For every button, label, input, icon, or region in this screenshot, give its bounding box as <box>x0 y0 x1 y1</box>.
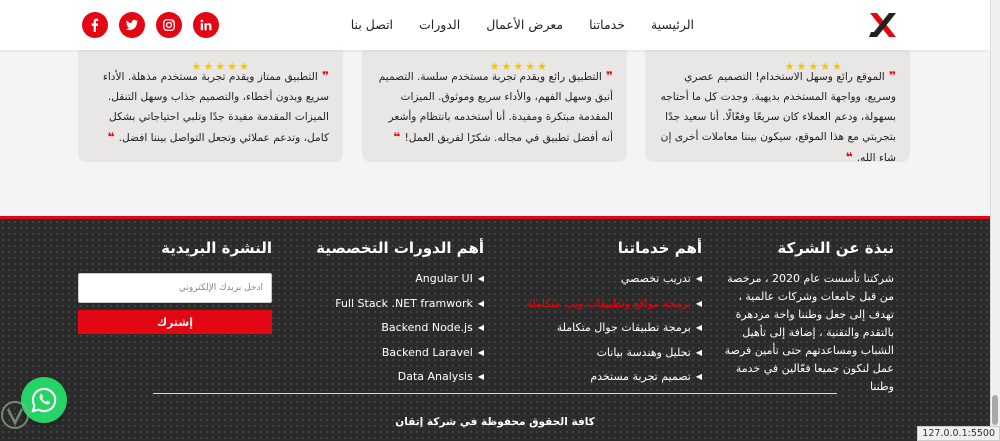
company-logo[interactable] <box>868 10 898 40</box>
quote-close-icon: ❝ <box>107 130 119 144</box>
testimonial-text: ❞ التطبيق ممتاز ويقدم تجربة مستخدم مذهلة. الأداء سريع وبدون أخطاء، والتصميم جذاب وسهل التنقل. الميزات المقدمة مفيدة جدًا وتلبي احتياجاتي بشكل كامل، وتدعم عملائي وتجعل التواصل بيننا افضل. ❝ <box>102 69 329 144</box>
nav-portfolio[interactable]: معرض الأعمال <box>486 17 564 32</box>
about-text: شركتنا تأسست عام 2020 ، مرخصة من قبل جامعات وشركات عالمية ، تهدف إلى جعل وطننا واحة مزدهرة بالتقدم والتقنية ، إضافة إلى تأهيل الشباب ومساعدتهم حتى تأمين فرصة عمل لنكون جميعا فعّالين في خدمة وطننا <box>724 272 894 393</box>
testimonial-text: ❞ التطبيق رائع ويقدم تجربة مستخدم سلسة. التصميم أنيق وسهل الفهم، والأداء سريع وموثوق. الميزات المقدمة مبتكرة ومفيدة. أنا أستخدمه بانتظام وأشعر أنه أفضل تطبيق في مجاله. شكرًا لفريق العمل! ❝ <box>378 69 613 144</box>
instagram-icon[interactable] <box>156 12 182 38</box>
service-link[interactable]: ◀ تدريب تخصصي <box>527 267 702 292</box>
course-link[interactable]: ◀ Angular UI <box>335 267 484 292</box>
nav-courses[interactable]: الدورات <box>419 17 461 32</box>
subscribe-button[interactable]: إشترك <box>78 310 272 334</box>
nav-contact[interactable]: اتصل بنا <box>350 17 394 32</box>
newsletter-title: النشرة البريدية <box>161 239 272 257</box>
main-nav <box>351 17 694 32</box>
star-icon: ★ <box>191 60 202 73</box>
services-title: أهم خدماتنا <box>617 239 702 257</box>
courses-list <box>335 267 484 390</box>
caret-left-icon: ◀ <box>695 323 702 333</box>
courses-title: أهم الدورات التخصصية <box>316 239 484 257</box>
quote-close-icon: ❝ <box>845 150 857 164</box>
nav-home[interactable]: الرئيسية <box>650 17 694 32</box>
caret-left-icon: ◀ <box>695 347 702 357</box>
star-icon: ★ <box>784 60 795 73</box>
social-links <box>82 12 219 38</box>
rating-stars <box>490 60 547 73</box>
quote-open-icon: ❞ <box>601 69 613 83</box>
quote-close-icon: ❝ <box>393 130 405 144</box>
nav-services[interactable]: خدماتنا <box>589 17 625 32</box>
star-icon: ★ <box>239 60 249 73</box>
star-icon: ★ <box>227 60 238 73</box>
star-icon: ★ <box>832 60 842 73</box>
caret-left-icon: ◀ <box>695 274 702 284</box>
twitter-icon[interactable] <box>119 12 145 38</box>
course-link[interactable]: ◀ Backend Node.js <box>335 316 484 341</box>
star-icon: ★ <box>796 60 807 73</box>
quote-open-icon: ❞ <box>317 69 329 83</box>
star-icon: ★ <box>513 60 524 73</box>
course-link[interactable]: ◀ Backend Laravel <box>335 341 484 366</box>
rating-stars <box>192 60 249 73</box>
whatsapp-icon <box>30 386 58 414</box>
quote-open-icon: ❞ <box>884 69 896 83</box>
service-link[interactable]: ◀ برمجة مواقع وتطبيقات ويب متكاملة <box>527 292 702 317</box>
rating-stars <box>785 60 842 73</box>
star-icon: ★ <box>537 60 547 73</box>
caret-left-icon: ◀ <box>477 274 484 284</box>
services-list <box>527 267 702 390</box>
watermark-logo-icon <box>0 395 30 435</box>
star-icon: ★ <box>203 60 214 73</box>
linkedin-icon[interactable] <box>193 12 219 38</box>
caret-left-icon: ◀ <box>477 347 484 357</box>
service-link[interactable]: ◀ تحليل وهندسة بيانات <box>527 341 702 366</box>
copyright-text: كافة الحقوق محفوظة في شركة إتقان <box>395 416 595 428</box>
newsletter-email-input[interactable] <box>78 273 272 303</box>
star-icon: ★ <box>215 60 226 73</box>
course-link[interactable]: ◀ Data Analysis <box>335 365 484 390</box>
service-link[interactable]: ◀ برمجة تطبيقات جوال متكاملة <box>527 316 702 341</box>
caret-left-icon: ◀ <box>695 298 702 308</box>
star-icon: ★ <box>489 60 500 73</box>
page-scrollbar[interactable] <box>990 0 1000 441</box>
caret-left-icon: ◀ <box>477 372 484 382</box>
status-bar-url: 127.0.0.1:5500 <box>917 426 1000 441</box>
star-icon: ★ <box>501 60 512 73</box>
caret-left-icon: ◀ <box>477 298 484 308</box>
site-footer <box>0 216 990 441</box>
star-icon: ★ <box>808 60 819 73</box>
footer-divider <box>153 393 837 394</box>
scrollbar-thumb[interactable] <box>992 395 998 425</box>
site-header <box>0 0 990 50</box>
star-icon: ★ <box>525 60 536 73</box>
course-link[interactable]: ◀ Full Stack .NET framwork <box>335 292 484 317</box>
caret-left-icon: ◀ <box>477 323 484 333</box>
testimonial-text: ❞ الموقع رائع وسهل الاستخدام! التصميم عصري وسريع، وواجهة المستخدم بديهية. وجدت كل ما أحتاجه بسهولة، ودعم العملاء كان سريعًا وفعّالًا. أنا سعيد جدًا بتجربتي مع هذا الموقع، سيكون بيننا معاملات أخرى إن شاء الله. ❝ <box>660 69 896 164</box>
service-link[interactable]: ◀ تصميم تجربة مستخدم <box>527 365 702 390</box>
facebook-icon[interactable] <box>82 12 108 38</box>
caret-left-icon: ◀ <box>695 372 702 382</box>
star-icon: ★ <box>820 60 831 73</box>
about-title: نبذة عن الشركة <box>777 239 894 257</box>
